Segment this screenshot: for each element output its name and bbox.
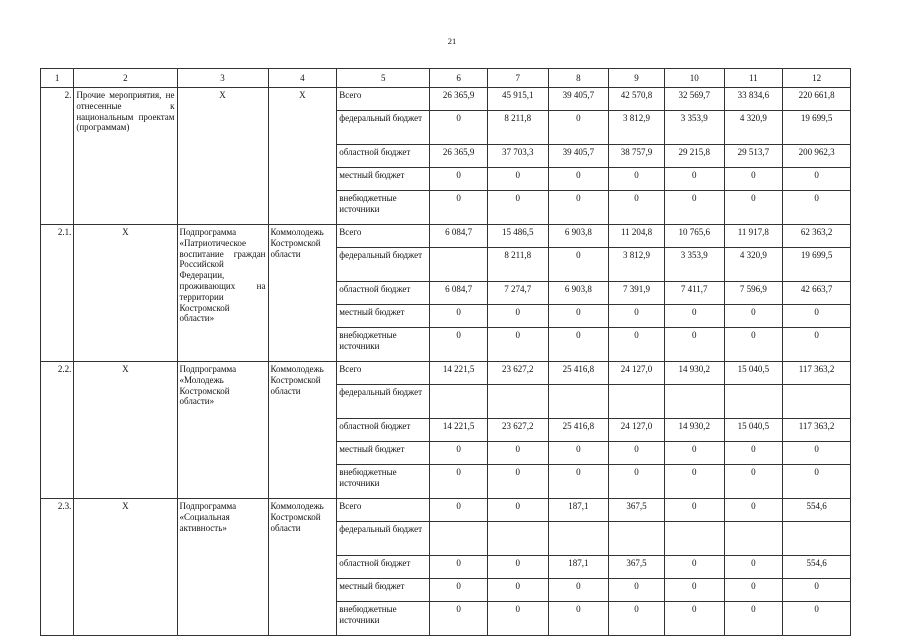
page-number: 21 <box>447 36 457 46</box>
year-value-cell: 7 596,9 <box>724 282 783 305</box>
year-value-cell: 0 <box>609 442 665 465</box>
section-name: Х <box>74 499 177 636</box>
year-value-cell: 3 353,9 <box>664 248 724 282</box>
year-value-cell: 0 <box>430 191 488 225</box>
year-value-cell: 0 <box>664 602 724 636</box>
total-value-cell: 62 363,2 <box>783 225 851 248</box>
year-value-cell: 0 <box>430 442 488 465</box>
year-value-cell: 0 <box>548 465 609 499</box>
year-value-cell: 0 <box>724 305 783 328</box>
year-value-cell: 39 405,7 <box>548 88 609 111</box>
section-number: 2.2. <box>41 362 74 499</box>
funding-source-label: Всего <box>337 499 430 522</box>
funding-source-label: внебюджетные источники <box>337 328 430 362</box>
year-value-cell: 24 127,0 <box>609 362 665 385</box>
header-cell: 1 <box>41 69 74 88</box>
header-cell: 9 <box>609 69 665 88</box>
year-value-cell: 42 570,8 <box>609 88 665 111</box>
header-cell: 5 <box>337 69 430 88</box>
funding-source-label: областной бюджет <box>337 145 430 168</box>
funding-source-label: внебюджетные источники <box>337 191 430 225</box>
section-executor: Х <box>268 88 337 225</box>
year-value-cell: 39 405,7 <box>548 145 609 168</box>
year-value-cell: 0 <box>664 556 724 579</box>
year-value-cell: 0 <box>487 328 548 362</box>
header-cell: 11 <box>724 69 783 88</box>
header-cell: 7 <box>487 69 548 88</box>
year-value-cell: 8 211,8 <box>487 248 548 282</box>
year-value-cell: 0 <box>548 305 609 328</box>
total-value-cell: 200 962,3 <box>783 145 851 168</box>
funding-source-label: местный бюджет <box>337 579 430 602</box>
year-value-cell: 0 <box>430 328 488 362</box>
year-value-cell: 15 040,5 <box>724 362 783 385</box>
total-value-cell: 0 <box>783 168 851 191</box>
section-program: Подпрограмма «Социальная активность» <box>177 499 268 636</box>
year-value-cell: 6 084,7 <box>430 282 488 305</box>
year-value-cell: 0 <box>548 111 609 145</box>
year-value-cell: 24 127,0 <box>609 419 665 442</box>
year-value-cell: 14 221,5 <box>430 362 488 385</box>
funding-source-label: Всего <box>337 225 430 248</box>
year-value-cell: 0 <box>724 499 783 522</box>
year-value-cell: 6 903,8 <box>548 225 609 248</box>
year-value-cell: 26 365,9 <box>430 88 488 111</box>
table-row <box>41 225 851 248</box>
year-value-cell <box>664 522 724 556</box>
year-value-cell <box>548 385 609 419</box>
year-value-cell: 23 627,2 <box>487 362 548 385</box>
total-value-cell: 0 <box>783 579 851 602</box>
year-value-cell: 0 <box>724 602 783 636</box>
year-value-cell: 0 <box>430 499 488 522</box>
year-value-cell: 0 <box>724 465 783 499</box>
total-value-cell: 0 <box>783 442 851 465</box>
year-value-cell: 0 <box>487 556 548 579</box>
funding-source-label: внебюджетные источники <box>337 602 430 636</box>
total-value-cell: 554,6 <box>783 556 851 579</box>
year-value-cell: 0 <box>548 579 609 602</box>
year-value-cell <box>724 522 783 556</box>
year-value-cell: 25 416,8 <box>548 419 609 442</box>
year-value-cell: 0 <box>664 168 724 191</box>
year-value-cell: 0 <box>548 191 609 225</box>
total-value-cell: 0 <box>783 602 851 636</box>
year-value-cell: 25 416,8 <box>548 362 609 385</box>
year-value-cell: 0 <box>664 499 724 522</box>
section-name: Х <box>74 362 177 499</box>
table-row <box>41 499 851 522</box>
year-value-cell <box>548 522 609 556</box>
year-value-cell: 0 <box>724 579 783 602</box>
year-value-cell: 0 <box>430 556 488 579</box>
year-value-cell: 6 903,8 <box>548 282 609 305</box>
section-program: Подпрограмма «Молодежь Костромской области» <box>177 362 268 499</box>
year-value-cell: 0 <box>664 328 724 362</box>
table-row <box>41 88 851 111</box>
year-value-cell <box>609 522 665 556</box>
year-value-cell: 14 221,5 <box>430 419 488 442</box>
total-value-cell: 0 <box>783 305 851 328</box>
total-value-cell: 42 663,7 <box>783 282 851 305</box>
total-value-cell: 220 661,8 <box>783 88 851 111</box>
year-value-cell <box>724 385 783 419</box>
section-name: Прочие мероприятия, не отнесенные к национальным проектам (программам) <box>74 88 177 225</box>
year-value-cell: 0 <box>487 499 548 522</box>
total-value-cell: 0 <box>783 191 851 225</box>
year-value-cell: 29 215,8 <box>664 145 724 168</box>
funding-source-label: областной бюджет <box>337 282 430 305</box>
year-value-cell: 0 <box>609 191 665 225</box>
year-value-cell: 14 930,2 <box>664 362 724 385</box>
year-value-cell: 0 <box>664 465 724 499</box>
year-value-cell: 0 <box>609 465 665 499</box>
header-cell: 6 <box>430 69 488 88</box>
year-value-cell: 0 <box>430 602 488 636</box>
year-value-cell: 11 204,8 <box>609 225 665 248</box>
year-value-cell: 0 <box>430 168 488 191</box>
year-value-cell <box>664 385 724 419</box>
header-cell: 2 <box>74 69 177 88</box>
year-value-cell <box>487 522 548 556</box>
header-cell: 4 <box>268 69 337 88</box>
total-value-cell: 117 363,2 <box>783 419 851 442</box>
funding-source-label: местный бюджет <box>337 168 430 191</box>
funding-source-label: Всего <box>337 88 430 111</box>
header-cell: 8 <box>548 69 609 88</box>
header-cell: 3 <box>177 69 268 88</box>
funding-source-label: областной бюджет <box>337 556 430 579</box>
year-value-cell: 0 <box>548 328 609 362</box>
year-value-cell: 37 703,3 <box>487 145 548 168</box>
year-value-cell: 11 917,8 <box>724 225 783 248</box>
year-value-cell: 0 <box>724 328 783 362</box>
year-value-cell: 3 812,9 <box>609 248 665 282</box>
year-value-cell <box>609 385 665 419</box>
year-value-cell: 29 513,7 <box>724 145 783 168</box>
total-value-cell <box>783 385 851 419</box>
funding-source-label: областной бюджет <box>337 419 430 442</box>
year-value-cell: 0 <box>487 442 548 465</box>
year-value-cell: 0 <box>609 579 665 602</box>
section-executor: Коммолодежь Костромской области <box>268 225 337 362</box>
funding-source-label: местный бюджет <box>337 305 430 328</box>
total-value-cell: 19 699,5 <box>783 248 851 282</box>
year-value-cell: 32 569,7 <box>664 88 724 111</box>
year-value-cell: 0 <box>664 191 724 225</box>
year-value-cell: 0 <box>724 442 783 465</box>
year-value-cell: 187,1 <box>548 556 609 579</box>
year-value-cell <box>430 248 488 282</box>
year-value-cell: 8 211,8 <box>487 111 548 145</box>
funding-source-label: федеральный бюджет <box>337 248 430 282</box>
section-name: Х <box>74 225 177 362</box>
year-value-cell: 7 411,7 <box>664 282 724 305</box>
year-value-cell: 0 <box>724 168 783 191</box>
year-value-cell: 0 <box>487 579 548 602</box>
year-value-cell: 0 <box>487 168 548 191</box>
header-row <box>41 69 851 88</box>
year-value-cell: 4 320,9 <box>724 248 783 282</box>
year-value-cell: 3 353,9 <box>664 111 724 145</box>
year-value-cell: 187,1 <box>548 499 609 522</box>
section-number: 2. <box>41 88 74 225</box>
year-value-cell: 0 <box>487 465 548 499</box>
header-cell: 12 <box>783 69 851 88</box>
year-value-cell: 0 <box>430 111 488 145</box>
year-value-cell: 23 627,2 <box>487 419 548 442</box>
year-value-cell <box>430 522 488 556</box>
year-value-cell: 10 765,6 <box>664 225 724 248</box>
year-value-cell: 3 812,9 <box>609 111 665 145</box>
year-value-cell: 0 <box>609 602 665 636</box>
year-value-cell: 0 <box>487 602 548 636</box>
year-value-cell: 33 834,6 <box>724 88 783 111</box>
year-value-cell: 6 084,7 <box>430 225 488 248</box>
total-value-cell: 554,6 <box>783 499 851 522</box>
table-row <box>41 362 851 385</box>
year-value-cell: 0 <box>430 465 488 499</box>
funding-source-label: федеральный бюджет <box>337 522 430 556</box>
funding-source-label: федеральный бюджет <box>337 385 430 419</box>
year-value-cell: 0 <box>548 602 609 636</box>
year-value-cell: 0 <box>609 328 665 362</box>
year-value-cell <box>430 385 488 419</box>
year-value-cell: 367,5 <box>609 499 665 522</box>
year-value-cell: 45 915,1 <box>487 88 548 111</box>
total-value-cell <box>783 522 851 556</box>
year-value-cell: 0 <box>487 305 548 328</box>
section-number: 2.1. <box>41 225 74 362</box>
year-value-cell: 4 320,9 <box>724 111 783 145</box>
year-value-cell: 26 365,9 <box>430 145 488 168</box>
year-value-cell: 15 486,5 <box>487 225 548 248</box>
year-value-cell: 0 <box>724 556 783 579</box>
year-value-cell: 0 <box>430 579 488 602</box>
year-value-cell: 15 040,5 <box>724 419 783 442</box>
section-program: Х <box>177 88 268 225</box>
total-value-cell: 0 <box>783 328 851 362</box>
section-number: 2.3. <box>41 499 74 636</box>
year-value-cell: 0 <box>664 579 724 602</box>
year-value-cell: 7 391,9 <box>609 282 665 305</box>
funding-source-label: местный бюджет <box>337 442 430 465</box>
year-value-cell: 0 <box>609 168 665 191</box>
year-value-cell: 38 757,9 <box>609 145 665 168</box>
year-value-cell: 0 <box>724 191 783 225</box>
year-value-cell: 0 <box>548 442 609 465</box>
total-value-cell: 117 363,2 <box>783 362 851 385</box>
year-value-cell: 14 930,2 <box>664 419 724 442</box>
year-value-cell: 7 274,7 <box>487 282 548 305</box>
year-value-cell: 0 <box>548 248 609 282</box>
year-value-cell: 0 <box>609 305 665 328</box>
year-value-cell: 0 <box>430 305 488 328</box>
section-executor: Коммолодежь Костромской области <box>268 499 337 636</box>
section-executor: Коммолодежь Костромской области <box>268 362 337 499</box>
header-cell: 10 <box>664 69 724 88</box>
section-program: Подпрограмма «Патриотическое воспитание граждан Российской Федерации, проживающих на территории Костромской области» <box>177 225 268 362</box>
total-value-cell: 19 699,5 <box>783 111 851 145</box>
funding-source-label: Всего <box>337 362 430 385</box>
budget-table <box>40 68 851 636</box>
total-value-cell: 0 <box>783 465 851 499</box>
year-value-cell <box>487 385 548 419</box>
year-value-cell: 0 <box>487 191 548 225</box>
year-value-cell: 0 <box>548 168 609 191</box>
funding-source-label: внебюджетные источники <box>337 465 430 499</box>
year-value-cell: 0 <box>664 442 724 465</box>
year-value-cell: 367,5 <box>609 556 665 579</box>
year-value-cell: 0 <box>664 305 724 328</box>
funding-source-label: федеральный бюджет <box>337 111 430 145</box>
